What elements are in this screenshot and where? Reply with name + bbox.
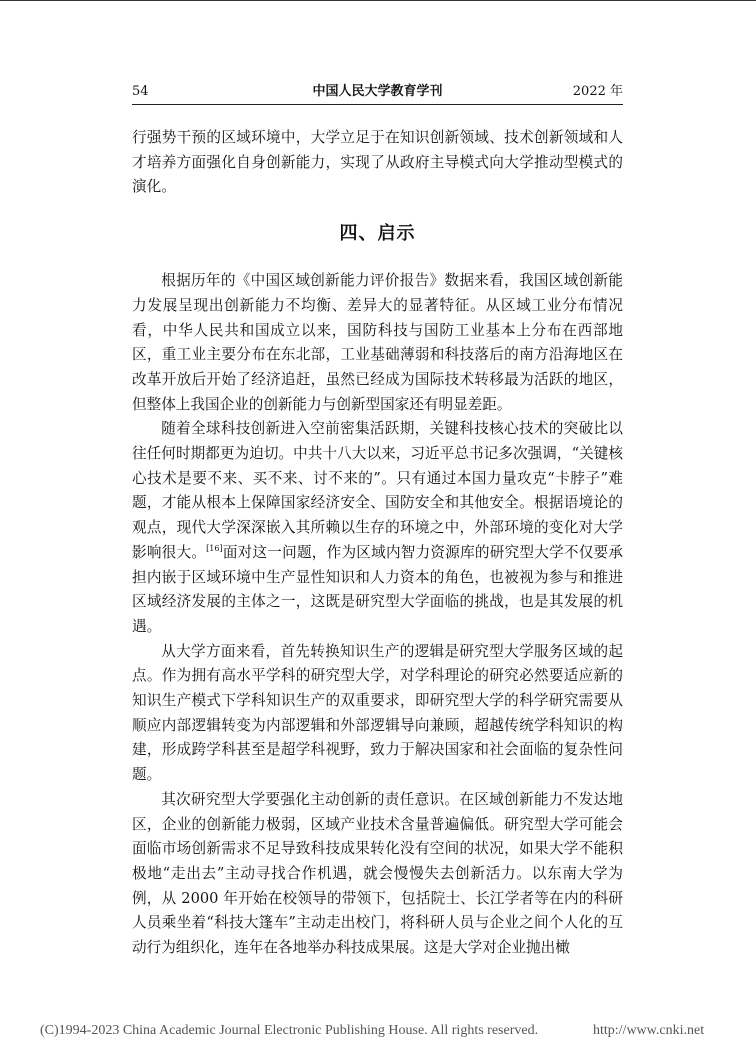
paragraph-2	[132, 417, 623, 639]
top-edge-line	[0, 0, 756, 1]
section-title: 四、启示	[339, 223, 416, 245]
cnki-footer	[40, 1023, 740, 1041]
journal-title: 中国人民大学教育学刊	[312, 84, 443, 99]
publication-year: 2022 年	[572, 84, 623, 99]
header-rule	[132, 104, 623, 105]
paragraph-2-part-b: 面对这一问题，作为区域内智力资源库的研究型大学不仅要承担内嵌于区域环境中生产显性知识和人力资本的角色，也被视为参与和推进区域经济发展的主体之一，这既是研究型大学面临的挑战，也是其发展的机遇。	[132, 543, 623, 635]
paragraph-1: 根据历年的《中国区域创新能力评价报告》数据来看，我国区域创新能力发展呈现出创新能力不均衡、差异大的显著特征。从区域工业分布情况看，中华人民共和国成立以来，国防科技与国防工业基本上分布在西部地区，重工业主要分布在东北部，工业基础薄弱和科技落后的南方沿海地区在改革开放后开始了经济追赶，虽然已经成为国际技术转移最为活跃的地区，但整体上我国企业的创新能力与创新型国家还有明显差距。	[132, 272, 623, 413]
paragraph-3: 从大学方面来看，首先转换知识生产的逻辑是研究型大学服务区域的起点。作为拥有高水平学科的研究型大学，对学科理论的研究必然要适应新的知识生产模式下学科知识生产的双重要求，即研究型大学的科学研究需要从顺应内部逻辑转变为内部逻辑和外部逻辑导向兼顾，超越传统学科知识的构建，形成跨学科甚至是超学科视野，致力于解决国家和社会面临的复杂性问题。	[132, 642, 623, 784]
article-body	[132, 126, 623, 961]
cnki-url[interactable]: http://www.cnki.net	[593, 1023, 705, 1038]
paragraph-4: 其次研究型大学要强化主动创新的责任意识。在区域创新能力不发达地区，企业的创新能力极弱，区域产业技术含量普遍偏低。研究型大学可能会面临市场创新需求不足导致科技成果转化没有空间的状况，如果大学不能积极地“走出去”主动寻找合作机遇，就会慢慢失去创新活力。以东南大学为例，从 2000 年开始在校领导的带领下，包括院士、长江学者等在内的科研人员乘坐着“科技大篷车”主动走出校门，将科研人员与企业之间个人化的互动行为组织化，连年在各地举办科技成果展。这是大学对企业抛出橄	[132, 790, 623, 957]
running-header	[132, 82, 623, 102]
copyright-notice: (C)1994-2023 China Academic Journal Electronic Publishing House. All rights reserved.	[40, 1023, 539, 1038]
paragraph-2-part-a: 随着全球科技创新进入空前密集活跃期，关键科技核心技术的突破比以往任何时期都更为迫切。中共十八大以来，习近平总书记多次强调，“关键核心技术是要不来、买不来、讨不来的”。只有通过本国力量攻克“卡脖子”难题，才能从根本上保障国家经济安全、国防安全和其他安全。根据语境论的观点，现代大学深深嵌入其所赖以生存的环境之中，外部环境的变化对大学影响很大。	[132, 420, 623, 561]
page-number: 54	[132, 84, 149, 99]
paragraph-continued: 行强势干预的区域环境中，大学立足于在知识创新领域、技术创新领域和人才培养方面强化自身创新能力，实现了从政府主导模式向大学推动型模式的演化。	[132, 129, 623, 196]
citation-16: [16]	[206, 543, 223, 553]
